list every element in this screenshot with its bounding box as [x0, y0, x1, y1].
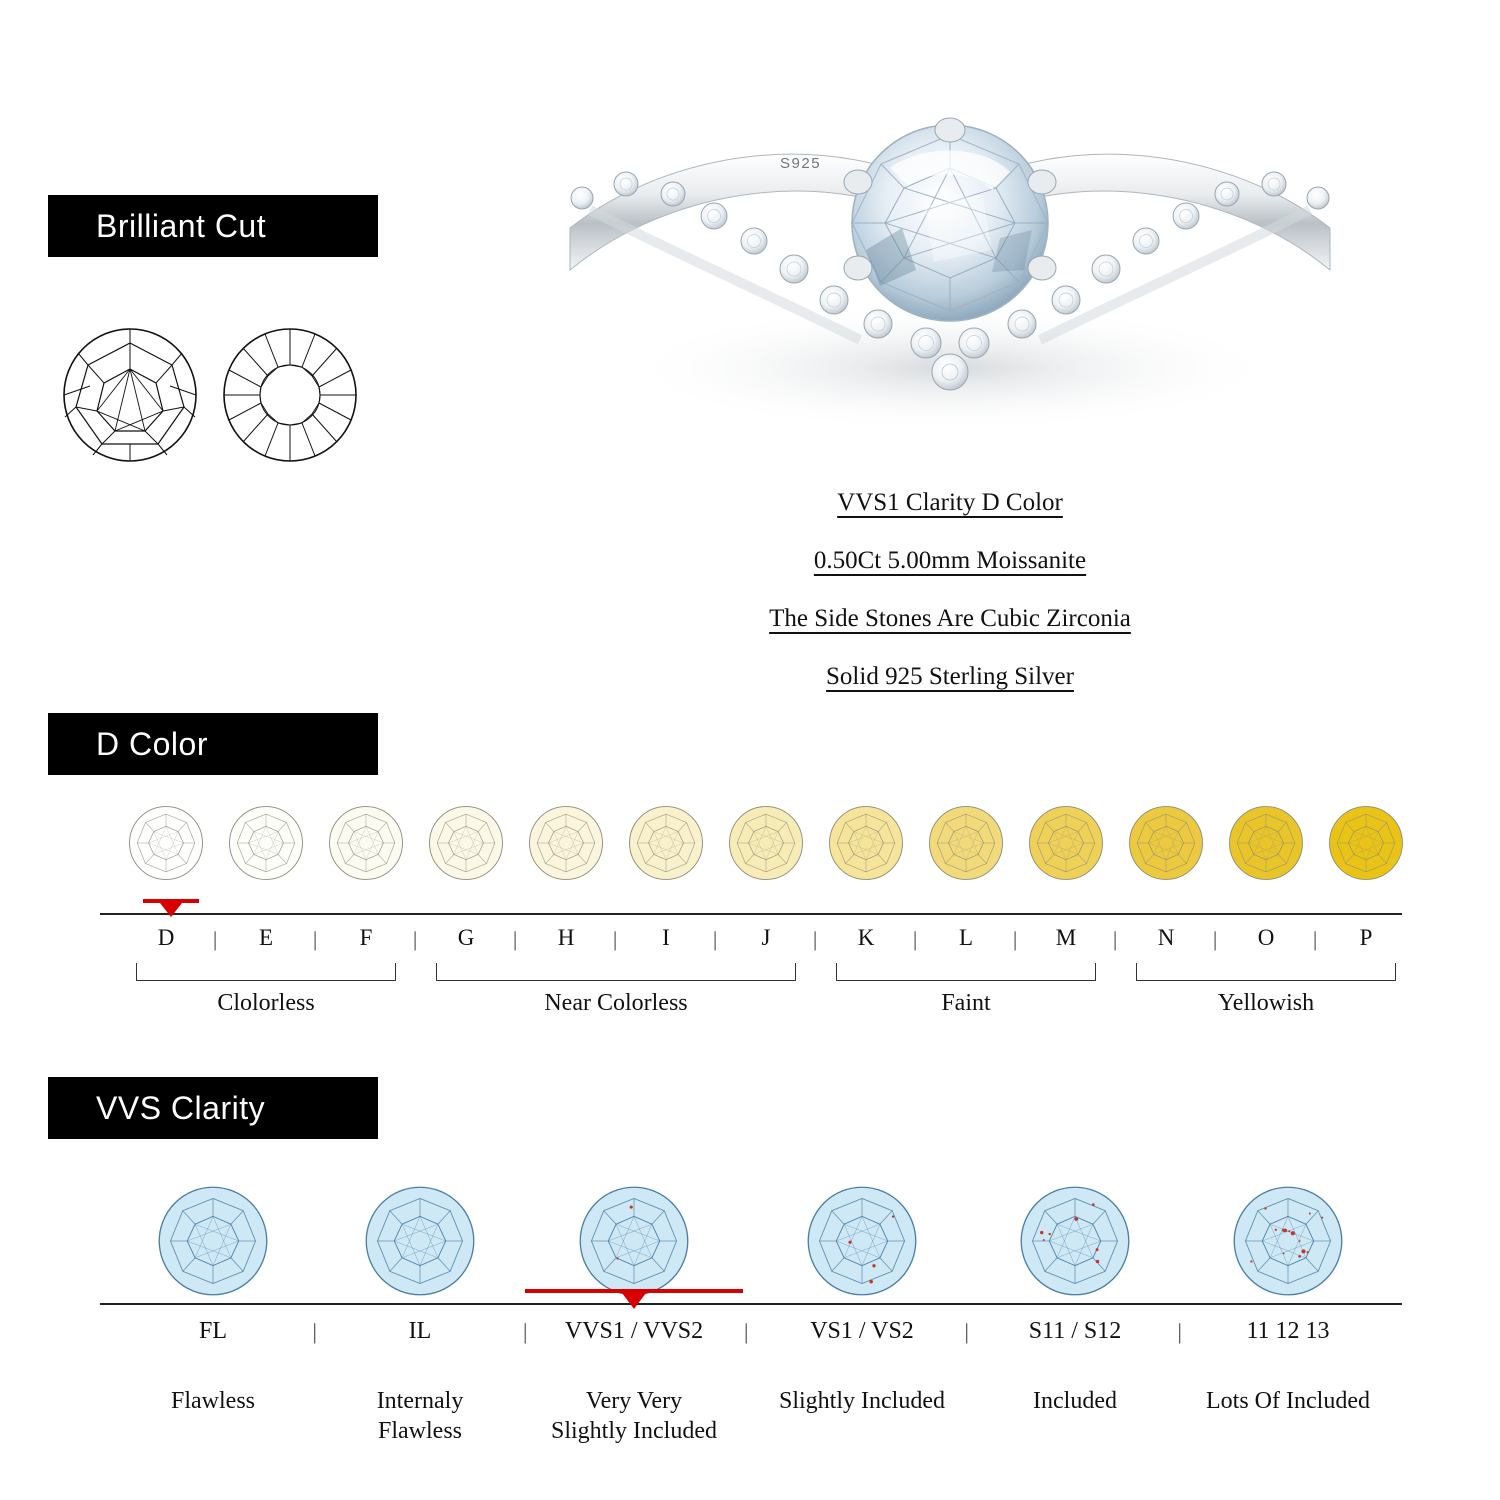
color-grade-separator: |	[1013, 927, 1018, 951]
color-gem-e	[228, 805, 304, 886]
color-group-bracket	[1136, 963, 1396, 981]
color-grade-f: F	[359, 925, 373, 950]
clarity-scale-axis	[100, 1303, 1402, 1305]
color-group-bracket	[836, 963, 1096, 981]
color-grade-n: N	[1157, 925, 1175, 950]
color-group-bracket	[436, 963, 796, 981]
center-stone	[844, 118, 1056, 321]
ring-hallmark-text: S925	[780, 155, 822, 172]
clarity-grade-label: FL	[198, 1318, 227, 1344]
clarity-grade-separator: |	[964, 1319, 969, 1344]
clarity-gem-0	[157, 1185, 269, 1302]
clarity-scale-descriptions	[100, 1386, 1402, 1456]
color-grade-g: G	[457, 925, 475, 950]
clarity-gem-3	[806, 1185, 918, 1302]
clarity-description: Lots Of Included	[1206, 1388, 1370, 1414]
spec-line-2: 0.50Ct 5.00mm Moissanite	[813, 547, 1087, 574]
brilliant-cut-diagrams	[60, 325, 360, 475]
color-group-label: Clolorless	[217, 990, 315, 1016]
color-grade-separator: |	[1313, 927, 1318, 951]
color-grade-m: M	[1055, 925, 1077, 950]
section-tag-label: Brilliant Cut	[96, 207, 267, 244]
clarity-grade-separator: |	[1177, 1319, 1182, 1344]
clarity-description: Very Very Slightly Included	[551, 1388, 717, 1444]
color-grade-d: D	[157, 925, 175, 950]
color-grade-separator: |	[813, 927, 818, 951]
clarity-scale-grade-labels	[100, 1318, 1402, 1354]
color-gem-d	[128, 805, 204, 886]
color-gem-p	[1328, 805, 1404, 886]
spec-line-1: VVS1 Clarity D Color	[837, 489, 1063, 516]
brilliant-cut-pavilion-icon	[220, 325, 360, 465]
clarity-scale-marker	[525, 1289, 743, 1309]
clarity-description: Included	[1033, 1388, 1117, 1414]
color-gem-j	[728, 805, 804, 886]
color-scale-group-labels	[100, 990, 1402, 1024]
color-group-label: Faint	[941, 990, 991, 1016]
color-gem-f	[328, 805, 404, 886]
clarity-grade-label: IL	[408, 1318, 432, 1344]
clarity-gem-4	[1019, 1185, 1131, 1302]
color-grade-separator: |	[513, 927, 518, 951]
color-gem-g	[428, 805, 504, 886]
clarity-grade-separator: |	[744, 1319, 749, 1344]
clarity-scale-gems	[100, 1185, 1430, 1300]
color-gem-l	[928, 805, 1004, 886]
color-gem-h	[528, 805, 604, 886]
clarity-description: Flawless	[171, 1388, 255, 1414]
section-tag-label: VVS Clarity	[96, 1089, 266, 1126]
spec-line-3: The Side Stones Are Cubic Zirconia	[769, 605, 1131, 632]
section-tag-brilliant-cut	[48, 195, 378, 257]
color-gem-m	[1028, 805, 1104, 886]
clarity-marker-arrow-icon	[622, 1293, 646, 1309]
color-group-label: Yellowish	[1217, 990, 1315, 1016]
color-grade-e: E	[258, 925, 274, 950]
clarity-grade-separator: |	[523, 1319, 528, 1344]
color-grade-separator: |	[1213, 927, 1218, 951]
clarity-grade-label: 11 12 13	[1246, 1318, 1330, 1344]
color-grade-separator: |	[1113, 927, 1118, 951]
clarity-grade-label: VVS1 / VVS2	[564, 1318, 704, 1344]
clarity-grade-separator: |	[312, 1319, 317, 1344]
spec-line-4: Solid 925 Sterling Silver	[826, 663, 1074, 690]
product-spec-list	[530, 490, 1370, 722]
color-grade-separator: |	[213, 927, 218, 951]
section-tag-d-color	[48, 713, 378, 775]
color-scale-axis	[100, 913, 1402, 915]
color-gem-o	[1228, 805, 1304, 886]
section-tag-label: D Color	[96, 725, 208, 762]
clarity-gem-5	[1232, 1185, 1344, 1302]
color-grade-separator: |	[413, 927, 418, 951]
color-scale-grade-labels	[100, 925, 1402, 961]
color-scale-marker	[143, 899, 199, 917]
clarity-grade-label: VS1 / VS2	[810, 1318, 914, 1344]
color-grade-separator: |	[913, 927, 918, 951]
clarity-gem-2	[578, 1185, 690, 1302]
product-ring-image	[530, 110, 1370, 470]
color-scale-gems	[100, 805, 1430, 885]
clarity-grade-label: S11 / S12	[1028, 1318, 1122, 1344]
clarity-description: Slightly Included	[779, 1388, 945, 1414]
color-gem-n	[1128, 805, 1204, 886]
color-scale-group-brackets	[100, 963, 1402, 989]
color-marker-arrow-icon	[160, 903, 182, 917]
color-grade-separator: |	[313, 927, 318, 951]
color-grade-i: I	[662, 925, 670, 950]
clarity-description: Internaly Flawless	[376, 1388, 464, 1444]
clarity-gem-1	[364, 1185, 476, 1302]
color-grade-p: P	[1359, 925, 1373, 950]
color-grade-k: K	[857, 925, 875, 950]
color-grade-o: O	[1257, 925, 1275, 950]
color-group-label: Near Colorless	[544, 990, 688, 1016]
color-gem-k	[828, 805, 904, 886]
color-grade-separator: |	[613, 927, 618, 951]
section-tag-vvs-clarity	[48, 1077, 378, 1139]
color-grade-h: H	[557, 925, 575, 950]
color-grade-l: L	[958, 925, 974, 950]
color-group-bracket	[136, 963, 396, 981]
color-grade-separator: |	[713, 927, 718, 951]
color-gem-i	[628, 805, 704, 886]
color-grade-j: J	[761, 925, 771, 950]
brilliant-cut-crown-icon	[60, 325, 200, 465]
